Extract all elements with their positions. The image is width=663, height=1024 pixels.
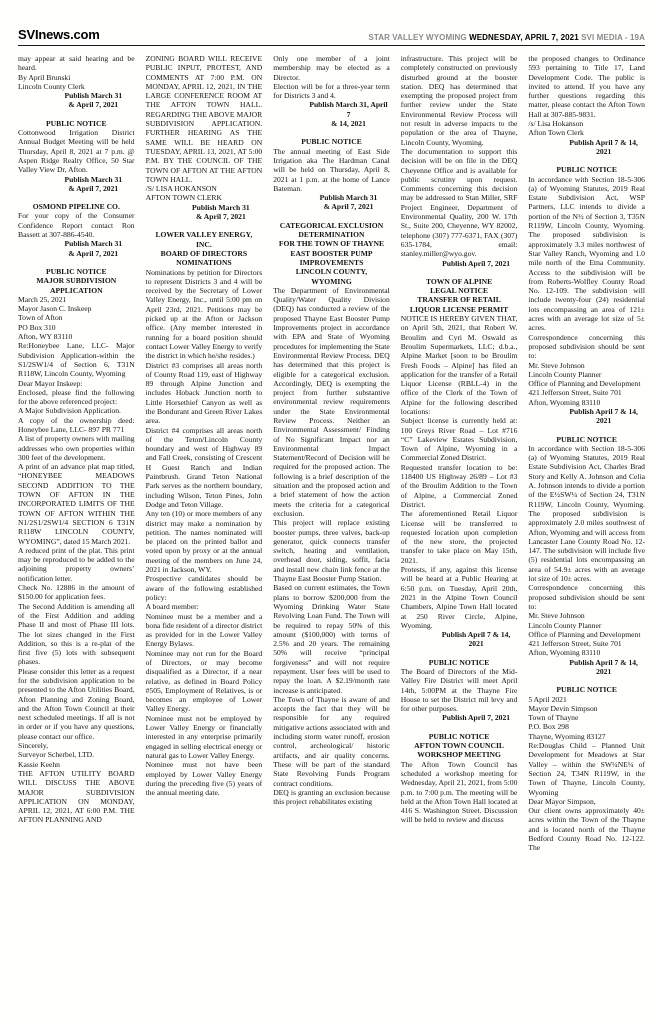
notice-heading-row: PUBLIC NOTICE (428, 657, 490, 667)
notice-heading-row: OSMOND PIPELINE CO. (32, 202, 120, 212)
notice-line: Sincerely, (18, 741, 49, 751)
notice-paragraph: The annual meeting of East Side Irrigation aka The Hardman Canal will be held on Thursday, April 8, 2021 at 1 p.m. at the home of Lance Bateman. (273, 146, 390, 193)
notice-line: Mr. Steve Johnson (528, 611, 585, 621)
notice-paragraph: Nominee must be a member and a bona fide resident of a director district as provided for in the Lower Valley Energy Bylaws. (145, 611, 263, 649)
notice-paragraph: Nominee must not have been employed by Lower Valley Energy during the preceding five (5) years of the annual meeting date. (145, 760, 263, 798)
notice-line: Kassie Keehn (18, 759, 60, 769)
notice-line: PO Box 310 (18, 322, 56, 332)
notice-heading-row: PUBLIC NOTICE (428, 731, 490, 741)
notice-line: Surveyor Scherbel, LTD. (18, 750, 95, 760)
notice-paragraph: The Afton Town Council has scheduled a workshop meeting for Wednesday, April 21, 2021, from 5:00 p.m. to 7:00 p.m. The meeting will be held at the Afton Town Hall located at 416 S. Washington Street. Discussion will be held to review and discuss (400, 759, 518, 825)
notice-heading-row: PUBLIC NOTICE (301, 137, 362, 147)
notice-heading (273, 137, 390, 146)
notice-paragraph: Our client owns approximately 40± acres within the Town of the Thayne and is located north of the Thayne Bedford County Road No. 12-122. The (528, 806, 645, 853)
notice-heading-row: PUBLIC NOTICE (46, 266, 107, 276)
notice-paragraph: may appear at said hearing and be heard. (18, 54, 135, 73)
publish-line-row: & April 7, 2021 (68, 248, 119, 258)
notice-paragraph: Nominee may not run for the Board of Directors, or may become disqualified as a Director, if a near relative, as defined in Board Policy #505, Employment of Relatives, is or becomes an employee of Lower Valley Energy. (145, 648, 263, 714)
notice-line: Lincoln County Clerk (18, 81, 85, 91)
notice-heading (401, 277, 518, 314)
masthead-line (368, 33, 645, 42)
publish-line (18, 91, 135, 110)
notice-paragraph: The documentation to support this decision will be on file in the DEQ Cheyenne Office and is available for public scrutiny upon request. Comments concerning this decision may be addressed to Stan Miller, SRF Project Engineer, Department of Environmental Quality, 200 W. 17th St., Suite 200, Cheyenne, WY 82002, telephone (307) 777-6371, FAX (307) 635-1784, email: stanley.miller@wyo.gov. (400, 146, 518, 259)
publish-line (401, 630, 518, 649)
notice-heading-row: LINCOLN COUNTY, (295, 267, 368, 277)
notice-paragraph: District #4 comprises all areas north of the Teton/Lincoln County boundary and west of Highway 89 and Fall Creek, consisting of Crescent H Guest Ranch and Indian Paintbrush. Grand Teton National Park serves as the northern boundary, including Wilson, Teton Pines, John Dodge and Teton Village. (145, 425, 263, 509)
notice-paragraph: A Major Subdivision Application. (18, 406, 121, 416)
notice-line: Mayor Devin Simpson (528, 703, 598, 713)
notice-heading-row: APPLICATION (49, 285, 103, 295)
publish-line-row: & April 7, 2021 (68, 100, 119, 110)
notice-heading-row: DETERMINATION (298, 230, 365, 240)
notice-paragraph: Protests, if any, against this license will be heard at a Public Hearing at 6:50 p.m. on Tuesday, April 20th, 2021 in the Alpine Town Council Chambers, Alpine Town Hall located at 250 River Circle, Alpine, Wyoming. (400, 565, 518, 630)
publish-line-row: Publish March 31 (64, 91, 123, 101)
notice-line: Town of Afton (18, 313, 63, 323)
publish-line-row: Publish March 31 (64, 174, 123, 184)
notice-heading-row: TOWN OF ALPINE (425, 276, 493, 286)
publish-line-row: & April 7, 2021 (68, 183, 119, 193)
notice-line: AFTON TOWN CLERK (145, 193, 222, 203)
notice-heading-row: WYOMING (311, 276, 352, 286)
masthead (18, 0, 645, 46)
notice-line: Afton, WY 83110 (18, 332, 73, 342)
publish-line-row: Publish March 31 (192, 202, 250, 212)
notice-paragraph: Based on current estimates, the Town plans to borrow $200,000 from the Wyoming Drinking Water State Revolving Loan Fund. The Town will be required to repay 50% of this amount ($100,000) with terms of 2.5% and 20 years. The remaining 50% will receive “principal forgiveness” and will not require repayment. User fees will be used to repay the loan. A $2.19/month rate increase is anticipated. (273, 583, 390, 695)
site-logo: SVInews.com (18, 27, 100, 42)
publish-line-row: & 14, 2021 (331, 119, 366, 129)
columns (18, 54, 645, 1024)
notice-paragraph: THE AFTON UTILITY BOARD WILL DISCUSS THE ABOVE MAJOR SUBDIVISION APPLICATION ON MONDAY, APRIL 12, 2021, AT 6:00 P.M. THE AFTON PLANNING AND (18, 768, 135, 825)
notice-paragraph: The Town of Thayne is aware of and accepts the fact that they will be responsible for any required mitigative actions associated with and including storm water runoff, erosion control, archeological/ historic artifacts, and air quality concerns. These will be part of the standard State Revolving Funds Program contract conditions. (273, 694, 390, 788)
masthead-left: STAR VALLEY WYOMING (368, 33, 470, 42)
notice-paragraph: Re:Honeybee Lane, LLC- Major Subdivision Application-within the S1/2SW1/4 of Section 6, T31N R118W, Lincoln County, Wyoming (18, 341, 135, 379)
notice-paragraph: The Board of Directors of the Mid-Valley Fire District will meet April 14th, 5:00PM at the Thayne Fire House to set the District mil levy and for other purposes. (400, 667, 518, 714)
notice-paragraph: This project will replace existing booster pumps, three valves, back-up generator, quick connects transfer switch, heating and ventilation, overhead door, siding, soffit, facia and install new chain link fence at the Thayne East Booster Pump Station. (273, 518, 390, 584)
notice-paragraph: Cottonwood Irrigation District Annual Budget Meeting will be held Thursday, April 8, 2021 at 7 p.m. @ Aspen Ridge Realty Office, 50 Star Valley View Dr, Afton. (18, 128, 135, 175)
publish-line (528, 138, 645, 157)
notice-line: A board member: (145, 602, 199, 612)
notice-line: Lincoln County Planner (528, 620, 602, 630)
notice-paragraph: Requested transfer location to be: 118400 US Highway 26/89 – Lot #3 of the Broulim Addition to the Town of Alpine, a Commercial Zoned District. (400, 462, 518, 509)
notice-line: 421 Jefferson Street, Suite 701 (528, 388, 622, 398)
notice-paragraph: DEQ is granting an exclusion because this project rehabilitates existing (273, 787, 390, 807)
notice-line: Afton, Wyoming 83110 (528, 397, 601, 407)
publish-line (18, 239, 135, 258)
notice-line: /S/ LISA HOKANSON (145, 184, 217, 194)
notice-paragraph: Office of Planning and Development (528, 629, 641, 639)
publish-line-row: Publish March 31, April 7 (309, 100, 388, 119)
notice-paragraph: A copy of the ownership deed: Honeybee Lane, LLC- 897 PR 771 (18, 415, 135, 434)
notice-line: Afton Town Clerk (528, 128, 584, 138)
notice-heading (146, 230, 263, 267)
notice-line: Lincoln County Planner (528, 369, 602, 379)
notice-paragraph: In accordance with Section 18-5-306 (a) of Wyoming Statutes, 2019 Real Estate Subdivision Act, Charles Brad Story and Kelly A. Johnson and Celia A. Johnson intends to divide a portion of the E½SW¼ of Section 24, T31N R119W, Lincoln County, Wyoming. The proposed subdivision is approximately 2.0 miles southwest of Afton, Wyoming and will access from Lancaster Lane County Road No. 12-147. The subdivision will include five (5) residential lots encompassing an area of 54.9± acres with an average lot size of 10± acres. (528, 443, 645, 584)
column-2 (146, 54, 263, 1024)
notice-heading-row: LOWER VALLEY ENERGY, (155, 230, 253, 240)
notice-heading (18, 202, 135, 211)
column-3 (273, 54, 390, 1024)
notice-paragraph: Prospective candidates should be aware of the following established policy: (145, 574, 263, 602)
notice-heading-row: CATEGORICAL EXCLUSION (279, 220, 384, 230)
notice-heading-row: AFTON TOWN COUNCIL (414, 741, 505, 751)
notice-heading-row: MAJOR SUBDIVISION (36, 276, 117, 286)
publish-line-row: Publish April 7 & 14, 2021 (569, 406, 638, 426)
notice-heading (401, 658, 518, 667)
masthead-right: SVI MEDIA - 19A (578, 33, 645, 42)
notice-paragraph: Re:Douglas Child – Planned Unit Development for Meadows at Star Valley – within the SW¼NE¼ of Section 24, T34N R119W, in the Town of Thayne, Lincoln County, Wyoming (528, 741, 645, 797)
notice-paragraph: Election will be for a three-year term for Districts 3 and 4. (273, 81, 390, 101)
notice-paragraph: For your copy of the Consumer Confidence Report contact Ron Bassett at 307-886-4540. (18, 211, 135, 240)
publish-line-row: Publish March 31 (64, 239, 123, 249)
notice-line: 5 April 2021 (528, 694, 567, 704)
notice-paragraph: In accordance with Section 18-5-306 (a) of Wyoming Statutes, 2019 Real Estate Subdivision Act, WSP Partners, LLC intends to divide a portion of the N½ of Section 3, T35N R119W, Lincoln County, Wyoming. The proposed subdivision is approximately 3.3 miles northwest of Star Valley Ranch, Wyoming and 1.0 mile north of the Etna Community. Access to the subdivision will be from Roberts-Wolfley County Road No. 12-109. The subdivision will include twenty-four (24) residential lots encompassing an area of 121± acres with an average lot size of 5± acres. (528, 174, 645, 333)
notice-heading-row: WORKSHOP MEETING (417, 750, 501, 760)
notice-heading-row: PUBLIC NOTICE (556, 165, 617, 175)
publish-line (273, 193, 390, 212)
notice-heading-row: INC. (195, 239, 212, 249)
notice-heading-row: IMPROVEMENTS (299, 257, 364, 267)
notice-paragraph: A list of property owners with mailing addresses who own properties within 300 feet of the development. (18, 434, 135, 462)
publish-line (528, 407, 645, 426)
notice-paragraph: Only one member of a joint membership may be elected as a Director. (273, 54, 390, 82)
notice-line: Dear Mayor Inskeep: (18, 378, 83, 388)
publish-line (18, 175, 135, 194)
notice-paragraph: District #3 comprises all areas north of County Road 119, east of Highway 89 through Alpine Junction and includes Hoback Junction north to Little Horsethief Canyon as well as the Bondurant and Green River Lakes area. (145, 360, 263, 426)
notice-paragraph: the proposed changes to Ordinance 593 pertaining to Title 17, Land Development Code. The public is invited to attend. If you have any further questions regarding this matter, please contact the Afton Town Hall at 307-885-9831. (528, 54, 645, 119)
publish-line (273, 100, 390, 128)
notice-heading-row: TRANSFER OF RETAIL (417, 295, 501, 305)
notice-paragraph: Check No. 12886 in the amount of $150.00 for application fees. (18, 583, 135, 602)
notice-paragraph: infrastructure. This project will be completely constructed on previously disturbed ground at the booster station. DEQ has determined that exempting the proposed project from further review under the State Environmental Review Process will not result in adverse impacts to the population or the area of Thayne, Lincoln County, Wyoming. (400, 54, 518, 147)
notice-paragraph: The aforementioned Retail Liquor License will be transferred to requested location upon completion of the new store, the projected transfer to take place on May 15th, 2021. (400, 509, 518, 565)
notice-paragraph: Nominations by petition for Directors to represent Districts 3 and 4 will be received by the Secretary of Lower Valley Energy, Inc., until 5:00 pm on April 23rd, 2021. Petitions may be picked up at the Afton or Jackson office. (Any member interested in running for a board position should contact Lower Valley Energy to verify the district in which he/she resides.) (145, 267, 263, 361)
publish-line-row: Publish April 7 & 14, 2021 (441, 630, 511, 649)
notice-heading (528, 165, 645, 174)
notice-heading-row: NOMINATIONS (176, 258, 232, 268)
notice-heading (18, 119, 135, 128)
notice-line: By April Brunski (18, 72, 71, 82)
publish-line (528, 658, 645, 677)
notice-line: Mayor Jason C. Inskeep (18, 304, 92, 314)
publish-line-row: Publish March 31 (319, 193, 378, 203)
notice-paragraph: Correspondence concerning this proposed subdivision should be sent to: (528, 332, 645, 361)
notice-heading-row: FOR THE TOWN OF THAYNE (278, 239, 385, 249)
notice-paragraph: NOTICE IS HEREBY GIVEN THAT, on April 5th, 2021, that Robert W. Broulim and Cyri M. Oswald as Broulim Supermarkets, LLC; d.b.a., Alpine Market [soon to be Broulim Fresh Foods – Alpine] has filed an application for the transfer of a Retail Liquor License (RBLL-4) in the office of the Clerk of the Town of Alpine for the following described locations: (400, 314, 518, 416)
notice-heading-row: PUBLIC NOTICE (556, 434, 617, 444)
notice-heading-row: BOARD OF DIRECTORS (160, 248, 248, 258)
publish-line (401, 713, 518, 722)
publish-line-row: & April 7, 2021 (195, 212, 246, 222)
notice-line: /s/ Lisa Hokanson (528, 119, 584, 129)
notice-line: 421 Jefferson Street, Suite 701 (528, 639, 622, 649)
notice-paragraph: Nominee must not be employed by Lower Valley Energy or financially interested in any enterprise primarily engaged in selling electrical energy or natural gas to Lower Valley Energy. (145, 713, 263, 760)
notice-line: P.O. Box 298 (528, 722, 569, 732)
publish-line-row: Publish April 7, 2021 (442, 713, 511, 723)
column-1 (18, 54, 135, 1024)
notice-heading (528, 685, 645, 694)
notice-paragraph: Please consider this letter as a request for the subdivision application to be presented to the Afton Utilities Board, Afton Planning and Zoning Board, and the Afton Town Council at their next scheduled meetings. If all is not in order or if you have any questions, please contact our office. (18, 666, 135, 741)
notice-heading (273, 221, 390, 286)
notice-heading (18, 267, 135, 295)
notice-paragraph: A print of an advance plat map titled, “HONEYBEE MEADOWS SECOND ADDITION TO THE TOWN OF AFTON IN THE INCORPORATED LIMITS OF THE TOWN OF AFTON WITHIN THE N1/2S1/2SW1/4 SECTION 6 T31N R118W LINCOLN COUNTY, WYOMING”, dated 15 March 2021. (18, 462, 135, 546)
column-5 (528, 54, 645, 1024)
notice-paragraph: Enclosed, please find the following for the above referenced project: (18, 387, 135, 407)
notice-heading-row: EAST BOOSTER PUMP (290, 248, 373, 258)
notice-heading (528, 435, 645, 444)
publish-line-row: Publish April 7 & 14, 2021 (569, 137, 638, 156)
notice-heading-row: PUBLIC NOTICE (556, 685, 617, 695)
notice-line: Mr. Steve Johnson (528, 360, 585, 370)
notice-line: Dear Mayor Simpson, (528, 796, 596, 806)
masthead-date: WEDNESDAY, APRIL 7, 2021 (469, 33, 579, 42)
publish-line (146, 203, 263, 222)
column-4 (401, 54, 518, 1024)
notice-paragraph: Correspondence concerning this proposed subdivision should be sent to: (528, 583, 645, 611)
notice-heading-row: LIQUOR LICENSE PERMIT (409, 304, 509, 314)
notice-line: Town of Thayne (528, 713, 579, 723)
publish-line-row: & April 7, 2021 (323, 202, 374, 212)
notice-paragraph: A reduced print of the plat. This print may be reproduced to be added to the adjoining property owners’ notification letter. (18, 545, 135, 583)
notice-heading (401, 732, 518, 760)
publish-line-row: Publish April 7 & 14, 2021 (569, 657, 638, 676)
notice-line: Afton, Wyoming 83110 (528, 648, 601, 658)
notice-paragraph: The Department of Environmental Quality/Water Quality Division (DEQ) has conducted a review of the proposed Thayne East Booster Pump Improvements project in accordance with EPA and State of Wyoming procedures for implementing the State Environmental Review Process. DEQ has determined that this project is eligible for a categorical exclusion. Accordingly, DEQ is exempting the project from further substantive environmental review requirements under the State Environmental Review Process. Neither an Environmental Assessment/ Finding of No Significant Impact nor an Environmental Impact Statement/Record of Decision will be required for the proposed action. The following is a brief description of the situation and the proposed action and a brief statement of how the action meets the criteria for a categorical exclusion. (273, 285, 390, 518)
notice-paragraph: ZONING BOARD WILL RECEIVE PUBLIC INPUT, PROTEST, AND COMMENTS AT 7:00 P.M. ON MONDAY, APRIL 12, 2021, IN THE LARGE CONFERENCE ROOM AT THE AFTON TOWN HALL. REGARDING THE ABOVE MAJOR SUBDIVISION APPLICATION. FURTHER HEARING AS THE SAME WILL BE HEARD ON TUESDAY, APRIL 13, 2021, AT 5:00 P.M. BY THE COUNCIL OF THE TOWN OF AFTON AT THE AFTON TOWN HALL. (145, 54, 263, 184)
notice-heading-row: PUBLIC NOTICE (46, 118, 107, 128)
notice-line: March 25, 2021 (18, 294, 67, 304)
publish-line-row: Publish April 7, 2021 (442, 258, 511, 268)
notice-paragraph: Office of Planning and Development (528, 379, 641, 389)
notice-heading-row: LEGAL NOTICE (430, 286, 489, 296)
notice-paragraph: Subject license is currently held at: 100 Greys River Road – Lot #716 “C” Lakeview Estates Subdivision, Town of Alpine, Wyoming in a Commercial Zoned District. (400, 416, 518, 463)
notice-paragraph: Any ten (10) or more members of any district may make a nomination by petition. The names nominated will be placed on the printed ballot and voted upon by proxy or at the annual meeting of the members on June 24, 2021 in Jackson, WY. (145, 509, 263, 575)
notice-paragraph: The Second Addition is amending all of the First Addition and adding Phase II and most of Phase III lots. The lot sizes changed in the First Addition, so this is a re-plat of the first five (5) lots with subsequent phases. (18, 601, 135, 667)
notice-line: Thayne, Wyoming 83127 (528, 731, 606, 741)
publish-line (401, 259, 518, 268)
